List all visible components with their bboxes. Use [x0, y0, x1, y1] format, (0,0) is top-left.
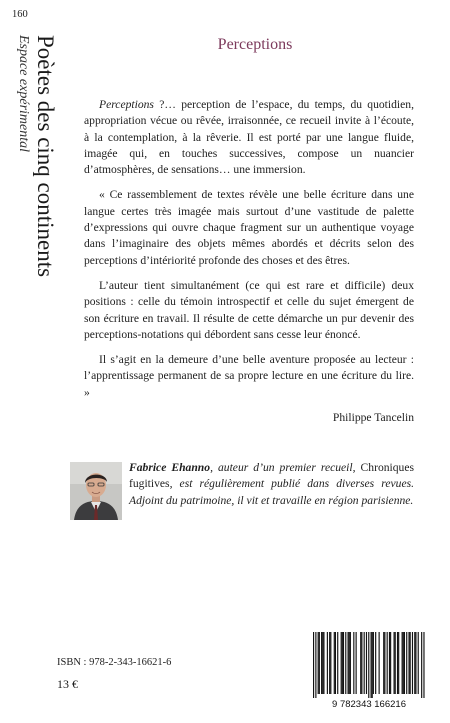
barcode-bar: [334, 632, 335, 694]
barcode-bar: [364, 632, 365, 694]
barcode-bar: [315, 632, 316, 698]
barcode-bar: [341, 632, 342, 694]
barcode-bar: [383, 632, 384, 694]
barcode-bar: [387, 632, 388, 694]
barcode-bar: [414, 632, 415, 694]
barcode-bar: [404, 632, 405, 694]
barcode-bar: [330, 632, 331, 694]
barcode-bar: [410, 632, 411, 694]
barcode-bar: [395, 632, 396, 694]
barcode-bar: [345, 632, 346, 694]
series-number: 160: [12, 9, 28, 20]
barcode: [307, 630, 431, 710]
author-photo: [70, 462, 122, 520]
barcode-bar: [335, 632, 336, 694]
barcode-bar: [356, 632, 357, 694]
barcode-bar: [321, 632, 322, 694]
blurb-paragraph-3: L’auteur tient simultanément (ce qui est rare et difficile) deux positions : celle du témoin introspectif et celle du sujet émergent de son écriture en travail. Il résulte de cette démarche un pur devenir des perceptions-notations qui débordent sans cesse leur énoncé.: [84, 278, 414, 341]
blurb-title-emphasis: Perceptions: [99, 98, 154, 111]
barcode-bar: [375, 632, 376, 694]
barcode-bar: [323, 632, 324, 694]
barcode-bar: [372, 632, 373, 698]
author-first-book: Chroniques fugitives: [129, 461, 415, 491]
barcode-bar: [337, 632, 338, 694]
barcode-bar: [322, 632, 323, 694]
barcode-bar: [402, 632, 403, 694]
blurb-signature: Philippe Tancelin: [332, 411, 414, 425]
barcode-bar: [360, 632, 361, 694]
series-name: Poètes des cinq continents: [33, 35, 58, 278]
barcode-bar: [366, 632, 367, 694]
barcode-bar: [349, 632, 350, 694]
barcode-bar: [397, 632, 398, 694]
blurb-paragraph-2: « Ce rassemblement de textes révèle une belle écriture dans une langue certes très imagée mais surtout d’une vastitude de palette d’expressions qui ouvre chaque fragment sur un authentique voyage dans l’imaginaire des objets mêmes abordés et décrits selon des perceptions d’intériorité profonde des choses et des êtres.: [84, 188, 414, 267]
barcode-bar: [329, 632, 330, 694]
barcode-bar: [327, 632, 328, 694]
back-cover-blurb: [84, 97, 414, 435]
barcode-bar: [421, 632, 422, 698]
barcode-bar: [350, 632, 351, 694]
isbn: ISBN : 978-2-343-16621-6: [57, 657, 172, 668]
barcode-bar: [418, 632, 419, 694]
barcode-bar: [390, 632, 391, 694]
author-bio-part-2: , est régulièrement publié dans diverses revues. Adjoint du patrimoine, il vit et travaille en région parisienne.: [129, 477, 414, 507]
barcode-bar: [403, 632, 404, 694]
barcode-bar: [408, 632, 409, 694]
barcode-bar: [415, 632, 416, 694]
barcode-bar: [361, 632, 362, 694]
barcode-bar: [313, 632, 314, 698]
author-bio: [129, 460, 414, 509]
barcode-bar: [318, 632, 319, 694]
barcode-bar: [343, 632, 344, 694]
barcode-bar: [348, 632, 349, 694]
barcode-bar: [394, 632, 395, 694]
barcode-bar: [368, 632, 369, 698]
barcode-bar: [353, 632, 354, 694]
barcode-bar: [373, 632, 374, 694]
series-subname: Espace expérimental: [16, 35, 31, 153]
blurb-paragraph-1-text: ?… perception de l’espace, du temps, du quotidien, appropriation vécue ou rêvée, irraisonnée, ce recueil invite à l’écoute, à la contemplation, à la rêverie. Il est porté par une langue fluide, imagée qui, en touches successives, compose un nuancier d’atmosphères, de sensations… une immersion.: [84, 98, 414, 177]
author-bio-part-1: , auteur d’un premier recueil,: [210, 461, 361, 474]
barcode-bar: [406, 632, 407, 694]
barcode-bar: [379, 632, 380, 694]
blurb-paragraph-1: [84, 97, 414, 178]
barcode-bar: [384, 632, 385, 694]
barcode-number: 9 782343 166216: [332, 699, 406, 710]
barcode-bar: [423, 632, 424, 698]
author-portrait-image: [70, 462, 122, 520]
book-title: Perceptions: [217, 36, 293, 53]
price: 13 €: [57, 677, 78, 691]
barcode-bar: [389, 632, 390, 694]
series-spine-label: [2, 35, 62, 335]
blurb-paragraph-4: Il s’agit en la demeure d’une belle aventure proposée au lecteur : l’apprentissage permanent de sa propre lecture en une écriture du lire. »: [84, 353, 414, 399]
barcode-bar: [319, 632, 320, 694]
barcode-bar: [398, 632, 399, 694]
barcode-bar: [371, 632, 372, 698]
barcode-bar: [342, 632, 343, 694]
author-name: Fabrice Ehanno: [129, 461, 211, 474]
barcode-bar: [412, 632, 413, 694]
